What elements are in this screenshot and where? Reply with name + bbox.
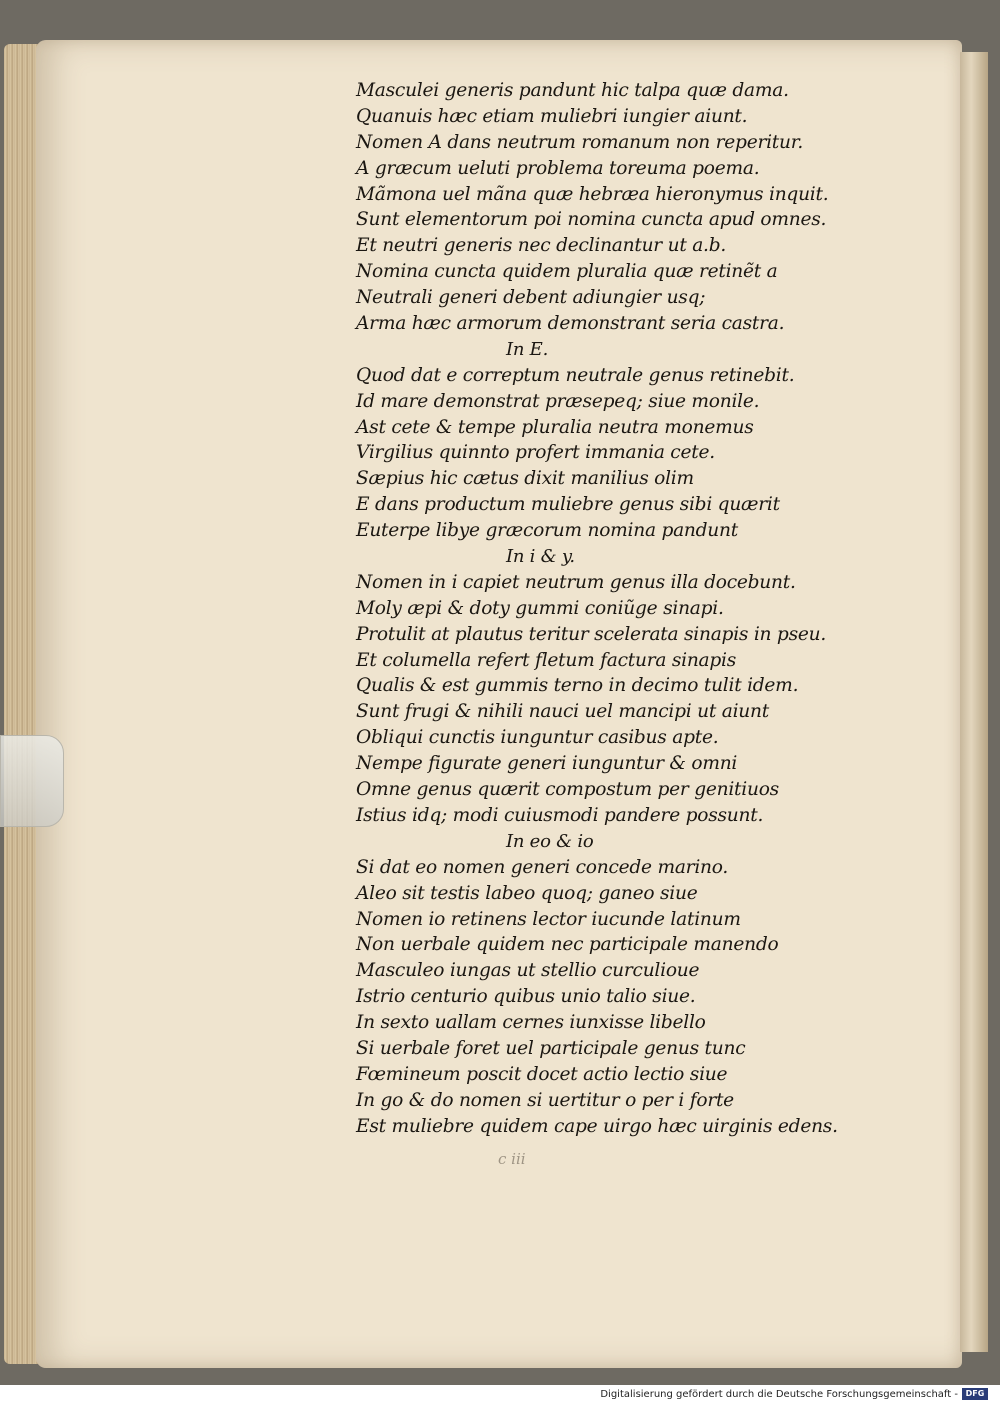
verse-line: In go & do nomen si uertitur o per i forte xyxy=(356,1089,734,1111)
verse-line: Masculei generis pandunt hic talpa quæ dama. xyxy=(356,80,789,101)
section-heading: In E. xyxy=(506,338,549,360)
verse-line: Masculeo iungas ut stellio curculioue xyxy=(356,960,700,982)
verse-line: Et neutri generis nec declinantur ut a.b. xyxy=(356,235,727,257)
verse-line: Moly æpi & doty gummi coniũge sinapi. xyxy=(356,597,724,619)
verse-line: Nempe figurate generi iunguntur & omni xyxy=(356,753,738,775)
verse-line: A græcum ueluti problema toreuma poema. xyxy=(356,157,760,179)
verse-line: Si dat eo nomen generi concede marino. xyxy=(356,856,729,878)
page-clip xyxy=(0,735,64,827)
verse-line: Fœmineum poscit docet actio lectio siue xyxy=(356,1063,728,1085)
credit-bar xyxy=(0,1385,1000,1405)
section-heading: In eo & io xyxy=(506,830,594,852)
section-heading: In i & y. xyxy=(506,546,575,568)
verse-line: Virgilius quinnto profert immania cete. xyxy=(356,442,715,464)
verse-line: Quod dat e correptum neutrale genus retinebit. xyxy=(356,364,795,386)
verse-line: Sunt frugi & nihili nauci uel mancipi ut aiunt xyxy=(356,701,769,723)
verse-line: Protulit at plautus teritur scelerata sinapis in pseu. xyxy=(356,623,827,645)
verse-line: Quanuis hæc etiam muliebri iungier aiunt. xyxy=(356,105,748,127)
verse-line: Si uerbale foret uel participale genus tunc xyxy=(356,1037,746,1059)
verse-line: Istrio centurio quibus unio talio siue. xyxy=(356,986,696,1008)
verse-line: Arma hæc armorum demonstrant seria castra. xyxy=(356,313,785,335)
verse-line: Omne genus quærit compostum per genitiuos xyxy=(356,779,779,801)
verse-line: Aleo sit testis labeo quoq; ganeo siue xyxy=(356,882,698,904)
verse-line: Mãmona uel mãna quæ hebræa hieronymus inquit. xyxy=(356,183,829,205)
verse-line: Euterpe libye græcorum nomina pandunt xyxy=(356,520,738,542)
verse-line: Nomen in i capiet neutrum genus illa docebunt. xyxy=(356,571,796,593)
verse-line: Neutrali generi debent adiungier usq; xyxy=(356,287,706,309)
book-edge-right xyxy=(960,52,988,1352)
verse-line: Id mare demonstrat præsepeq; siue monile. xyxy=(356,390,760,412)
dfg-logo: DFG xyxy=(962,1388,988,1400)
verse-line: Sæpius hic cætus dixit manilius olim xyxy=(356,468,694,490)
signature-mark: c iii xyxy=(498,1150,526,1168)
verse-line: Nomen A dans neutrum romanum non reperitur. xyxy=(356,131,804,153)
verse-line: Qualis & est gummis terno in decimo tulit idem. xyxy=(356,675,799,697)
credit-text: Digitalisierung gefördert durch die Deutsche Forschungsgemeinschaft - xyxy=(600,1389,958,1400)
verse-text-block xyxy=(356,78,896,1140)
verse-line: Ast cete & tempe pluralia neutra monemus xyxy=(356,416,754,438)
verse-line: Istius idq; modi cuiusmodi pandere possunt. xyxy=(356,804,764,826)
verse-line: Est muliebre quidem cape uirgo hæc uirginis edens. xyxy=(356,1115,838,1137)
verse-line: In sexto uallam cernes iunxisse libello xyxy=(356,1012,706,1034)
verse-line: Nomina cuncta quidem pluralia quæ retinẽt a xyxy=(356,261,778,283)
verse-line: E dans productum muliebre genus sibi quærit xyxy=(356,494,780,516)
verse-line: Et columella refert fletum factura sinapis xyxy=(356,649,737,671)
verse-line: Sunt elementorum poi nomina cuncta apud omnes. xyxy=(356,209,827,231)
verse-line: Nomen io retinens lector iucunde latinum xyxy=(356,908,741,930)
verse-line: Obliqui cunctis iunguntur casibus apte. xyxy=(356,727,719,749)
verse-line: Non uerbale quidem nec participale manendo xyxy=(356,934,779,956)
